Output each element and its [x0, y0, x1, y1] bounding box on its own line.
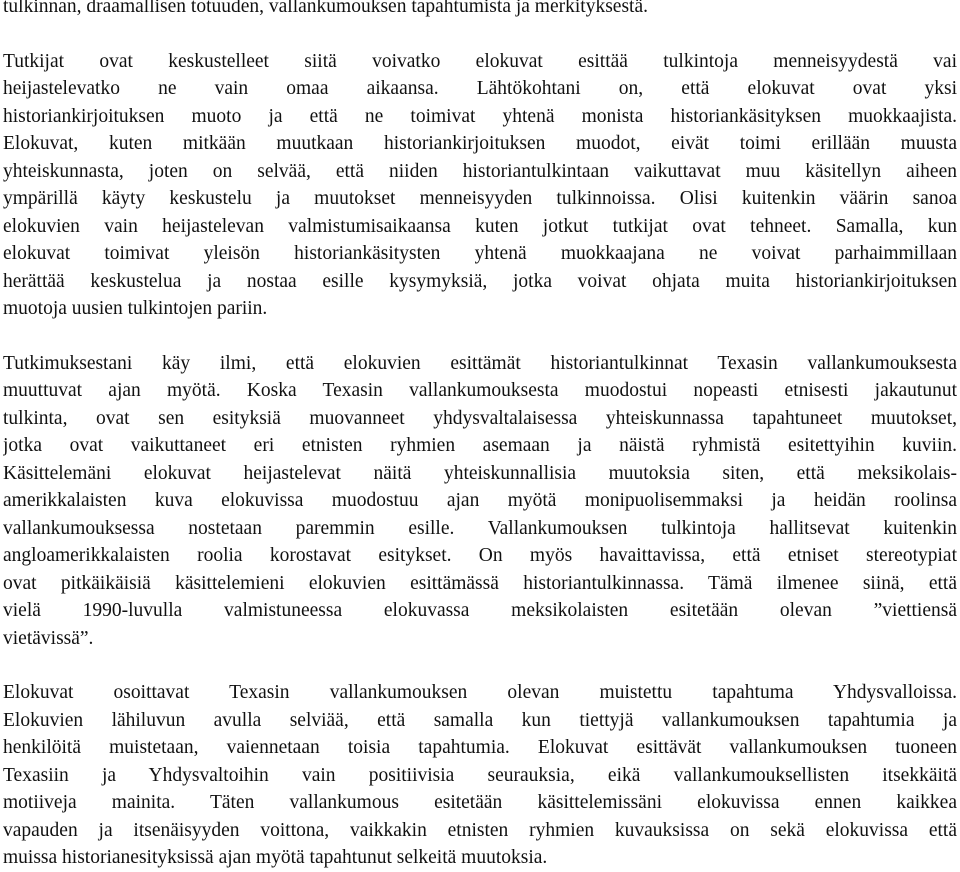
text-line: elokuvat toimivat yleisön historiankäsitysten yhtenä muokkaajana ne voivat parhaimmillaan [3, 243, 957, 264]
text-line: vietävissä”. [3, 627, 94, 649]
text-line: vapauden ja itsenäisyyden voittona, vaikkakin etnisten ryhmien kuvauksissa on sekä elokuvissa että [3, 819, 957, 841]
paragraph-research-discussion [3, 48, 957, 323]
text-line: ympärillä käyty keskustelu ja muutokset menneisyyden tulkinnoissa. Olisi kuitenkin väärin sanoa [3, 188, 957, 209]
text-line: muuttuvat ajan myötä. Koska Texasin vallankumouksesta muodostui nopeasti etnisesti jakautunut [3, 380, 957, 401]
paragraph-intro-tail [3, 0, 957, 21]
text-line: Texasiin ja Yhdysvaltoihin vain positiivisia seurauksia, eikä vallankumouksellisten itsekkäitä [3, 764, 957, 786]
text-line: herättää keskustelua ja nostaa esille kysymyksiä, jotka voivat ohjata muita historiankirjoituksen [3, 270, 957, 292]
text-line: elokuvien vain heijastelevan valmistumisaikaansa kuten jotkut tutkijat ovat tehneet. Samalla, kun [3, 215, 957, 237]
text-line: Elokuvat, kuten mitkään muutkaan historiankirjoituksen muodot, eivät toimi erillään muusta [3, 133, 957, 154]
text-line: vallankumouksessa nostetaan paremmin esille. Vallankumouksen tulkintoja hallitsevat kuitenkin [3, 517, 957, 539]
text-line: heijastelevatko ne vain omaa aikaansa. Lähtökohtani on, että elokuvat ovat yksi [3, 78, 957, 99]
text-line: motiiveja mainita. Täten vallankumous esitetään käsittelemissäni elokuvissa ennen kaikkea [3, 792, 957, 813]
text-line: Tutkimuksestani käy ilmi, että elokuvien esittämät historiantulkinnat Texasin vallankumouksesta [3, 352, 957, 374]
text-line: historiankirjoituksen muoto ja että ne toimivat yhtenä monista historiankäsityksen muokkaajista. [3, 105, 957, 127]
text-line: muissa historianesityksissä ajan myötä tapahtunut selkeitä muutoksia. [3, 847, 548, 868]
text-line: Elokuvien lähiluvun avulla selviää, että samalla kun tiettyjä vallankumouksen tapahtumia ja [3, 709, 957, 731]
text-line: tulkinnan, draamallisen totuuden, vallankumouksen tapahtumista ja merkityksestä. [3, 0, 648, 17]
text-line: vielä 1990-luvulla valmistuneessa elokuvassa meksikolaisten esitetään olevan ”viettiensä [3, 600, 957, 621]
text-line: yhteiskunnasta, joten on selvää, että niiden historiantulkintaan vaikuttavat muu käsitellyn aiheen [3, 160, 957, 182]
text-line: muotoja uusien tulkintojen pariin. [3, 298, 268, 319]
text-line: amerikkalaisten kuva elokuvissa muodostuu ajan myötä monipuolisemmaksi ja heidän roolinsa [3, 490, 957, 511]
text-line: tulkinta, ovat sen esityksiä muovanneet yhdysvaltalaisessa yhteiskunnassa tapahtuneet muutokset, [3, 407, 957, 429]
paragraph-conclusion [3, 679, 957, 872]
text-line: Tutkijat ovat keskustelleet siitä voivatko elokuvat esittää tulkintoja menneisyydestä vai [3, 50, 957, 72]
text-line: Elokuvat osoittavat Texasin vallankumouksen olevan muistettu tapahtuma Yhdysvalloissa. [3, 682, 957, 703]
text-line: henkilöitä muistetaan, vaiennetaan toisia tapahtumia. Elokuvat esittävät vallankumouksen tuoneen [3, 737, 957, 758]
text-line: ovat pitkäikäisiä käsittelemieni elokuvien esittämässä historiantulkinnassa. Tämä ilmenee siinä, että [3, 572, 957, 594]
paragraph-research-findings [3, 350, 957, 653]
text-line: angloamerikkalaisten roolia korostavat esitykset. On myös havaittavissa, että etniset stereotypiat [3, 545, 957, 566]
text-line: Käsittelemäni elokuvat heijastelevat näitä yhteiskunnallisia muutoksia siten, että meksikolais- [3, 462, 957, 484]
text-line: jotka ovat vaikuttaneet eri etnisten ryhmien asemaan ja näistä ryhmistä esitettyihin kuviin. [3, 435, 957, 456]
